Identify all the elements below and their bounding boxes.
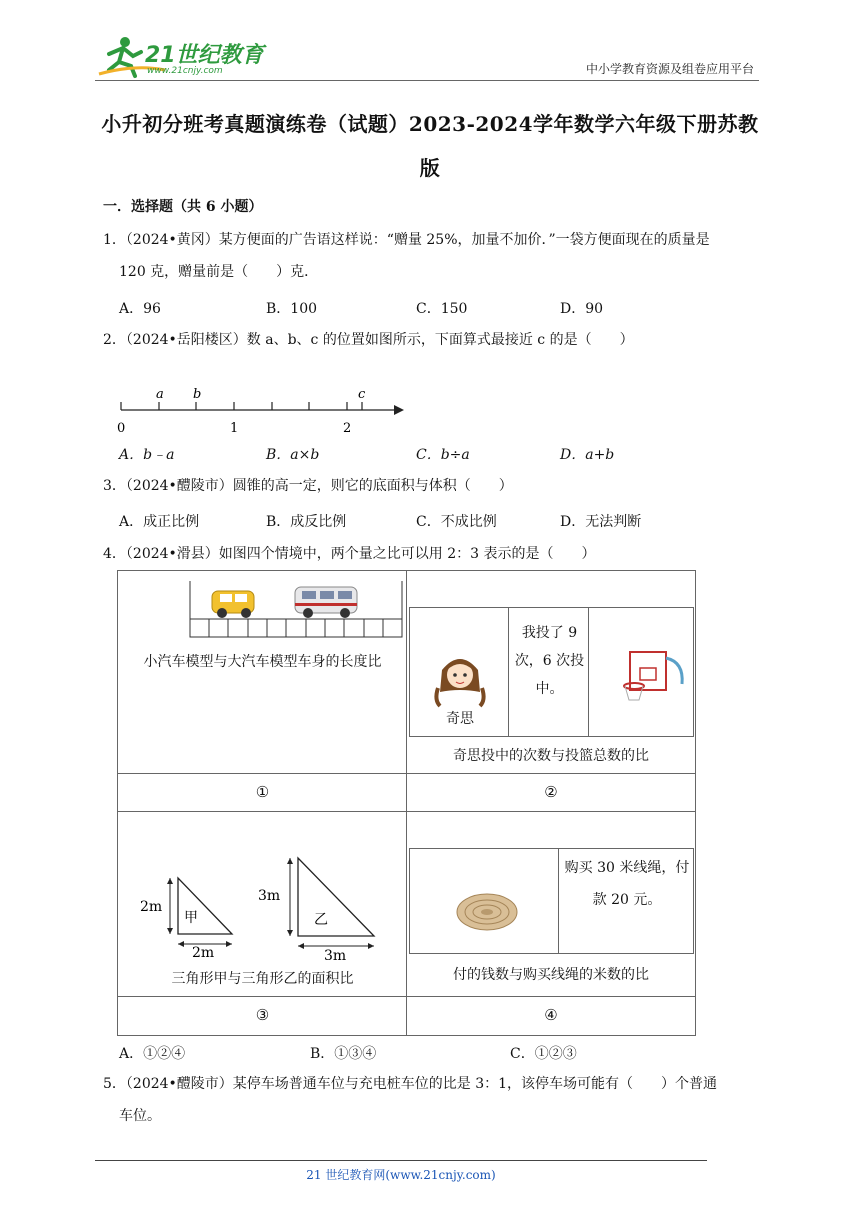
logo-url: www.21cnjy.com bbox=[147, 66, 223, 76]
scenario-cell-4 bbox=[407, 812, 695, 997]
speech-line-3: 中。 bbox=[535, 681, 564, 697]
car-ruler-illustration bbox=[190, 579, 405, 639]
basketball-panel bbox=[409, 607, 694, 737]
q1-stem-line1: 1．（2024•黄冈）某方便面的广告语这样说：“赠量 25%，加量不加价．”一袋方便面现在的质量是 bbox=[103, 232, 710, 248]
q4-stem: 4．（2024•滑县）如图四个情境中，两个量之比可以用 2：3 表示的是（ ） bbox=[103, 546, 596, 562]
scenario-num-4: ④ bbox=[544, 1006, 558, 1024]
cell1-caption: 小汽车模型与大汽车模型车身的长度比 bbox=[143, 654, 382, 670]
logo bbox=[95, 34, 265, 80]
q3-option-a[interactable]: A．成正比例 bbox=[119, 514, 200, 530]
scenario-num-cell-2 bbox=[407, 774, 695, 812]
label-2: 2 bbox=[343, 421, 352, 436]
q4-option-c[interactable]: C．①②③ bbox=[510, 1046, 577, 1062]
rope-line-2: 款 20 元。 bbox=[592, 892, 662, 908]
q1-option-a[interactable]: A．96 bbox=[119, 301, 161, 317]
page-title-line1: 小升初分班考真题演练卷（试题）2023-2024学年数学六年级下册苏教 bbox=[101, 112, 759, 136]
scenario-num-3: ③ bbox=[255, 1006, 270, 1024]
q3-option-b[interactable]: B．成反比例 bbox=[266, 514, 347, 530]
label-0: 0 bbox=[117, 421, 126, 436]
q3-option-c[interactable]: C．不成比例 bbox=[416, 514, 497, 530]
scenario-cell-3 bbox=[118, 812, 407, 997]
scenario-cell-1 bbox=[118, 571, 407, 774]
q1-option-b[interactable]: B．100 bbox=[266, 301, 318, 317]
scenario-cell-2 bbox=[407, 571, 695, 774]
cell4-caption: 付的钱数与购买线绳的米数的比 bbox=[453, 967, 649, 983]
scenario-table bbox=[117, 570, 696, 1036]
q2-stem: 2．（2024•岳阳楼区）数 a、b、c 的位置如图所示，下面算式最接近 c 的是（ ） bbox=[103, 332, 634, 348]
triangles-illustration bbox=[140, 852, 378, 964]
q5-stem-line2: 车位。 bbox=[119, 1108, 161, 1124]
basketball-hoop-icon bbox=[608, 646, 688, 708]
rope-text-cell bbox=[558, 848, 694, 954]
rope-panel bbox=[409, 848, 694, 954]
scenario-num-1: ① bbox=[255, 783, 270, 801]
q2-option-b[interactable]: B．a×b bbox=[266, 447, 320, 463]
scenario-num-cell-1 bbox=[118, 774, 407, 812]
header-divider bbox=[95, 80, 759, 81]
logo-text: 21世纪教育 bbox=[145, 43, 264, 68]
tri1-name: 甲 bbox=[184, 910, 198, 926]
speech-line-2: 次，6 次投 bbox=[514, 653, 585, 669]
section-heading: 一．选择题（共 6 小题） bbox=[103, 199, 263, 215]
tri2-name: 乙 bbox=[314, 912, 328, 928]
footer-link[interactable]: 21 世纪教育网(www.21cnjy.com) bbox=[306, 1168, 496, 1182]
speech-cell bbox=[508, 607, 589, 737]
label-c: c bbox=[358, 387, 366, 402]
q1-option-c[interactable]: C．150 bbox=[416, 301, 468, 317]
platform-name: 中小学教育资源及组卷应用平台 bbox=[585, 62, 754, 76]
speech-line-1: 我投了 9 bbox=[521, 625, 578, 641]
girl-name: 奇思 bbox=[446, 711, 474, 727]
q4-option-b[interactable]: B．①③④ bbox=[310, 1046, 377, 1062]
tri2-height: 3m bbox=[258, 888, 281, 904]
q2-option-a[interactable]: A．b﹣a bbox=[119, 447, 175, 463]
q3-stem: 3．（2024•醴陵市）圆锥的高一定，则它的底面积与体积（ ） bbox=[103, 478, 513, 494]
rope-coil-icon bbox=[452, 887, 522, 937]
q4-option-a[interactable]: A．①②④ bbox=[119, 1046, 186, 1062]
label-1: 1 bbox=[230, 421, 239, 436]
q1-stem-line2: 120 克，赠量前是（ ）克． bbox=[119, 264, 319, 280]
q5-stem-line1: 5．（2024•醴陵市）某停车场普通车位与充电桩车位的比是 3：1，该停车场可能有（ ）个普通 bbox=[103, 1076, 718, 1092]
page-title-line2: 版 bbox=[419, 156, 441, 180]
scenario-num-cell-3 bbox=[118, 997, 407, 1035]
number-line bbox=[112, 388, 412, 438]
footer-divider bbox=[95, 1160, 707, 1161]
cell2-caption: 奇思投中的次数与投篮总数的比 bbox=[453, 748, 649, 764]
label-a: a bbox=[156, 387, 164, 402]
scenario-num-cell-4 bbox=[407, 997, 695, 1035]
rope-line-1: 购买 30 米线绳，付 bbox=[564, 860, 690, 876]
q1-option-d[interactable]: D．90 bbox=[560, 301, 604, 317]
cell3-caption: 三角形甲与三角形乙的面积比 bbox=[171, 971, 354, 987]
tri1-height: 2m bbox=[140, 899, 163, 915]
q3-option-d[interactable]: D．无法判断 bbox=[560, 514, 642, 530]
tri2-base: 3m bbox=[324, 948, 347, 964]
q2-option-c[interactable]: C．b÷a bbox=[416, 447, 470, 463]
girl-qisi-icon bbox=[430, 648, 490, 710]
q2-option-d[interactable]: D．a+b bbox=[560, 447, 615, 463]
tri1-base: 2m bbox=[192, 945, 215, 961]
scenario-num-2: ② bbox=[544, 783, 558, 801]
label-b: b bbox=[193, 387, 202, 402]
